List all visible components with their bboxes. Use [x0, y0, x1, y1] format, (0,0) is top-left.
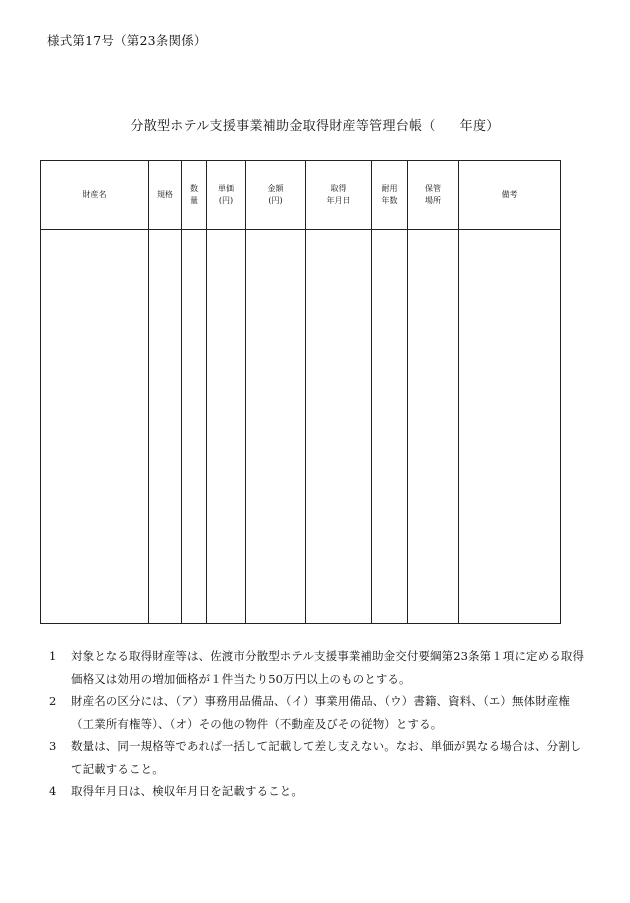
cell-amount[interactable] — [246, 230, 306, 624]
cell-remarks[interactable] — [459, 230, 561, 624]
note-text: 財産名の区分には、（ア）事務用品備品、（イ）事業用備品、（ウ）書籍、資料、（エ）無体財産権（工業所有権等）、（オ）その他の物件（不動産及びその従物）とする。 — [71, 694, 570, 731]
note-item — [49, 735, 589, 780]
cell-quantity[interactable] — [182, 230, 207, 624]
note-item — [49, 690, 589, 735]
note-text: 取得年月日は、検収年月日を記載すること。 — [71, 784, 303, 798]
column-header-storage-location: 保管 場所 — [408, 161, 459, 230]
column-header-property-name: 財産名 — [41, 161, 149, 230]
column-header-spec: 規格 — [149, 161, 182, 230]
cell-unit-price[interactable] — [207, 230, 246, 624]
table-row — [41, 230, 561, 624]
title-text: 分散型ホテル支援事業補助金取得財産等管理台帳（ — [130, 119, 436, 134]
note-number: 2 — [49, 694, 57, 708]
cell-acquisition-date[interactable] — [306, 230, 372, 624]
cell-storage-location[interactable] — [408, 230, 459, 624]
note-number: 4 — [49, 784, 57, 798]
form-number: 様式第17号（第23条関係） — [47, 33, 207, 48]
note-text: 数量は、同一規格等であれば一括して記載して差し支えない。なお、単価が異なる場合は、分割して記載すること。 — [71, 739, 582, 776]
property-ledger-table — [40, 160, 561, 624]
note-number: 3 — [49, 739, 57, 753]
column-header-unit-price: 単価 (円) — [207, 161, 246, 230]
note-item — [49, 645, 589, 690]
column-header-quantity: 数 量 — [182, 161, 207, 230]
note-item — [49, 780, 589, 803]
page-title — [0, 115, 630, 134]
column-header-useful-life: 耐用 年数 — [372, 161, 408, 230]
cell-spec[interactable] — [149, 230, 182, 624]
table-header-row — [41, 161, 561, 230]
column-header-amount: 金額 (円) — [246, 161, 306, 230]
note-number: 1 — [49, 649, 57, 663]
column-header-acquisition-date: 取得 年月日 — [306, 161, 372, 230]
title-suffix: 年度） — [459, 119, 500, 134]
notes-list — [49, 645, 589, 803]
cell-property-name[interactable] — [41, 230, 149, 624]
cell-useful-life[interactable] — [372, 230, 408, 624]
note-text: 対象となる取得財産等は、佐渡市分散型ホテル支援事業補助金交付要綱第23条第１項に定める取得価格又は効用の増加価格が１件当たり50万円以上のものとする。 — [71, 649, 585, 686]
column-header-remarks: 備考 — [459, 161, 561, 230]
